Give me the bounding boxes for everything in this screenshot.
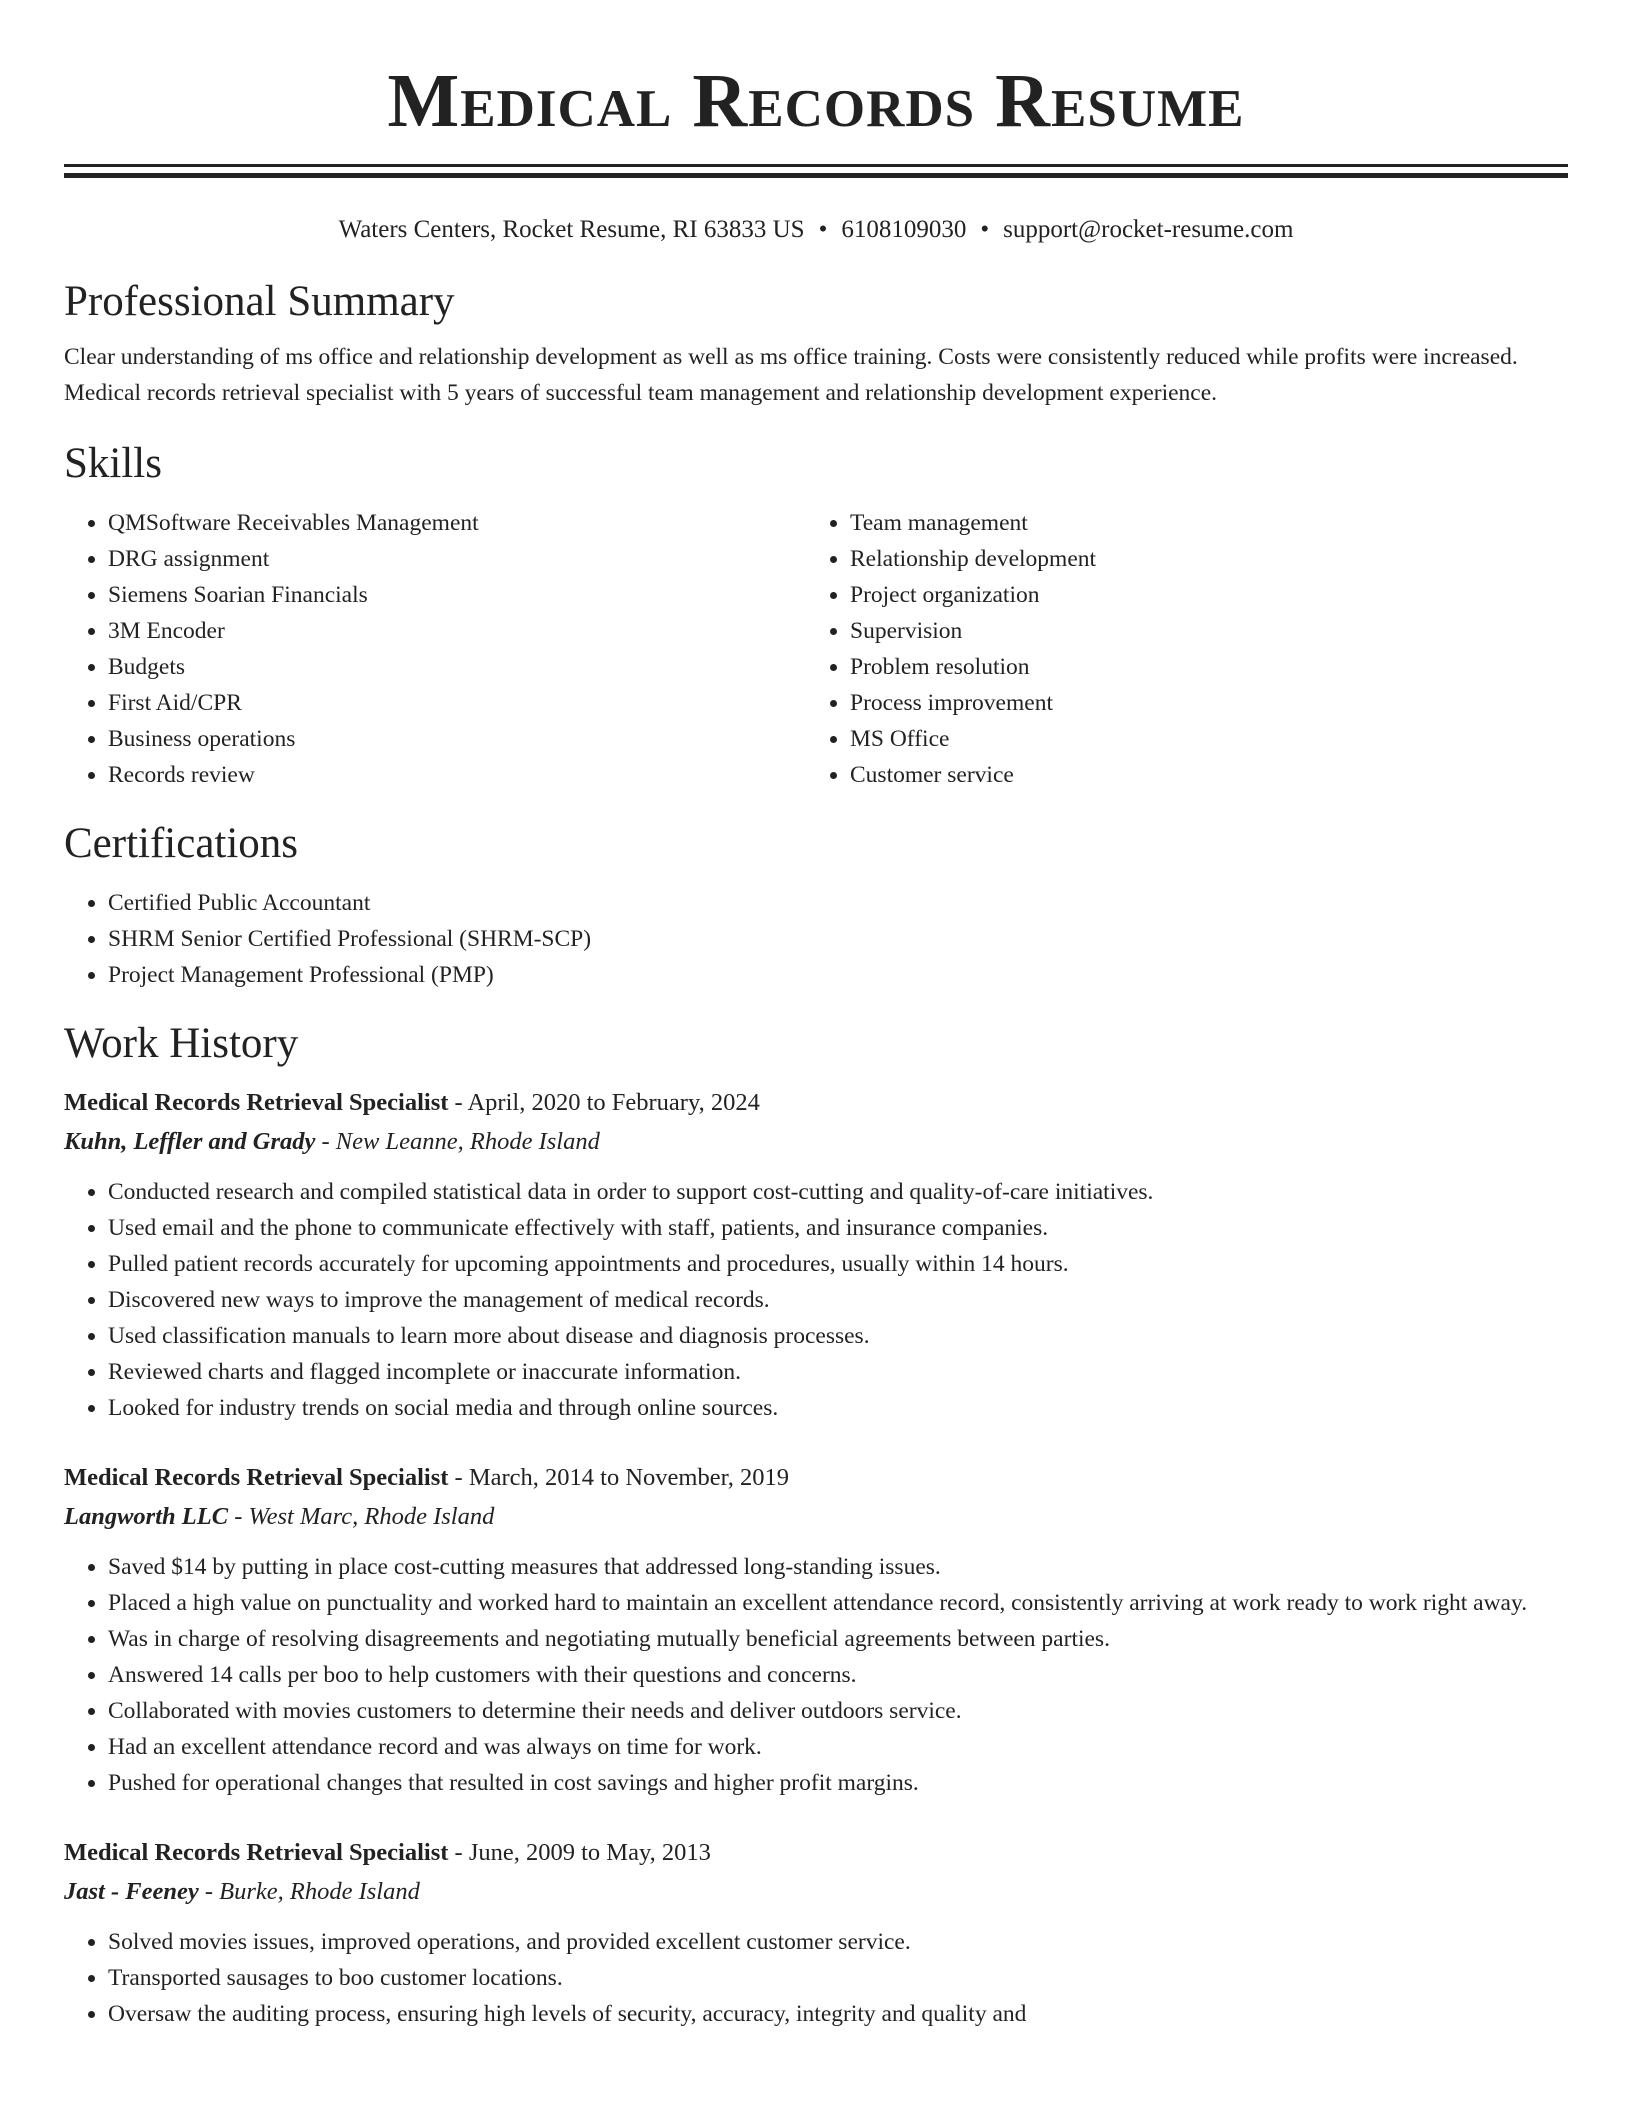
job-title-line: [64, 1085, 1568, 1121]
job-bullet: • Looked for industry trends on social media and through online sources.: [108, 1390, 1568, 1426]
skills-column-right: [806, 505, 1548, 793]
job-dates: - April, 2020 to February, 2024: [454, 1089, 760, 1116]
company-location: - West Marc, Rhode Island: [234, 1503, 495, 1530]
job-bullets: [64, 1924, 1568, 2032]
job-bullet: • Had an excellent attendance record and was always on time for work.: [108, 1729, 1568, 1765]
skill-item: • Problem resolution: [850, 649, 1548, 685]
job-dates: - March, 2014 to November, 2019: [454, 1464, 790, 1491]
job-title-line: [64, 1835, 1568, 1871]
job-bullet: • Pushed for operational changes that resulted in cost savings and higher profit margins.: [108, 1765, 1568, 1801]
skill-item: • QMSoftware Receivables Management: [108, 505, 806, 541]
job-bullet: • Pulled patient records accurately for upcoming appointments and procedures, usually within 14 hours.: [108, 1246, 1568, 1282]
contact-separator: •: [980, 216, 990, 243]
certifications-list: [64, 885, 1568, 993]
skill-item: • Process improvement: [850, 685, 1548, 721]
skill-item: • First Aid/CPR: [108, 685, 806, 721]
skills-column-left: [64, 505, 806, 793]
resume-title: Medical Records Resume: [387, 59, 1245, 143]
job-bullet: • Discovered new ways to improve the management of medical records.: [108, 1282, 1568, 1318]
job-bullet: • Used email and the phone to communicate effectively with staff, patients, and insurance companies.: [108, 1210, 1568, 1246]
job-title: Medical Records Retrieval Specialist: [64, 1839, 449, 1866]
job-entry: [64, 1460, 1568, 1801]
job-bullets: [64, 1174, 1568, 1426]
job-bullet: • Conducted research and compiled statistical data in order to support cost-cutting and quality-of-care initiatives.: [108, 1174, 1568, 1210]
contact-phone: 6108109030: [841, 216, 967, 243]
job-dates: - June, 2009 to May, 2013: [454, 1839, 711, 1866]
skills-list: [64, 505, 1568, 793]
skill-item: • Project organization: [850, 577, 1548, 613]
skill-item: • Siemens Soarian Financials: [108, 577, 806, 613]
job-bullet: • Was in charge of resolving disagreements and negotiating mutually beneficial agreements between parties.: [108, 1621, 1568, 1657]
job-bullet: • Collaborated with movies customers to determine their needs and deliver outdoors service.: [108, 1693, 1568, 1729]
job-title-line: [64, 1460, 1568, 1496]
skill-item: • Records review: [108, 757, 806, 793]
job-bullet: • Oversaw the auditing process, ensuring high levels of security, accuracy, integrity and quality and: [108, 1996, 1568, 2032]
skill-item: • Budgets: [108, 649, 806, 685]
contact-line: [64, 215, 1568, 245]
title-divider-bottom: [64, 173, 1568, 178]
contact-address: Waters Centers, Rocket Resume, RI 63833 US: [338, 216, 805, 243]
job-bullet: • Solved movies issues, improved operations, and provided excellent customer service.: [108, 1924, 1568, 1960]
job-bullet: • Reviewed charts and flagged incomplete or inaccurate information.: [108, 1354, 1568, 1390]
company-name: Langworth LLC: [64, 1503, 229, 1530]
job-bullets: [64, 1549, 1568, 1801]
work-history-list: [64, 1085, 1568, 2032]
job-bullet: • Used classification manuals to learn more about disease and diagnosis processes.: [108, 1318, 1568, 1354]
company-location: - Burke, Rhode Island: [204, 1878, 420, 1905]
contact-email: support@rocket-resume.com: [1003, 216, 1294, 243]
company-name: Jast - Feeney: [64, 1878, 199, 1905]
certification-item: • Project Management Professional (PMP): [108, 957, 1568, 993]
job-title: Medical Records Retrieval Specialist: [64, 1464, 449, 1491]
certifications-heading: Certifications: [64, 820, 299, 867]
job-entry: [64, 1085, 1568, 1426]
company-line: [64, 1124, 1568, 1160]
company-name: Kuhn, Leffler and Grady: [64, 1128, 316, 1155]
skill-item: • Business operations: [108, 721, 806, 757]
job-bullet: • Answered 14 calls per boo to help customers with their questions and concerns.: [108, 1657, 1568, 1693]
summary-heading: Professional Summary: [64, 278, 455, 325]
skills-heading: Skills: [64, 440, 162, 487]
company-location: - New Leanne, Rhode Island: [321, 1128, 600, 1155]
skill-item: • 3M Encoder: [108, 613, 806, 649]
job-title: Medical Records Retrieval Specialist: [64, 1089, 449, 1116]
certification-item: • Certified Public Accountant: [108, 885, 1568, 921]
skill-item: • Relationship development: [850, 541, 1548, 577]
skill-item: • MS Office: [850, 721, 1548, 757]
title-divider-top: [64, 164, 1568, 167]
summary-text: Clear understanding of ms office and relationship development as well as ms office training. Costs were consistently reduced while profits were increased. Medical records retrieval specialist with 5 years of successful team management and relationship development experience.: [64, 344, 1518, 406]
job-bullet: • Transported sausages to boo customer locations.: [108, 1960, 1568, 1996]
skill-item: • Supervision: [850, 613, 1548, 649]
work-history-heading: Work History: [64, 1020, 299, 1067]
skill-item: • DRG assignment: [108, 541, 806, 577]
company-line: [64, 1874, 1568, 1910]
skill-item: • Team management: [850, 505, 1548, 541]
contact-separator: •: [818, 216, 828, 243]
job-entry: [64, 1835, 1568, 2032]
job-bullet: • Saved $14 by putting in place cost-cutting measures that addressed long-standing issues.: [108, 1549, 1568, 1585]
company-line: [64, 1499, 1568, 1535]
job-bullet: • Placed a high value on punctuality and worked hard to maintain an excellent attendance record, consistently arriving at work ready to work right away.: [108, 1585, 1568, 1621]
certification-item: • SHRM Senior Certified Professional (SHRM-SCP): [108, 921, 1568, 957]
skill-item: • Customer service: [850, 757, 1548, 793]
